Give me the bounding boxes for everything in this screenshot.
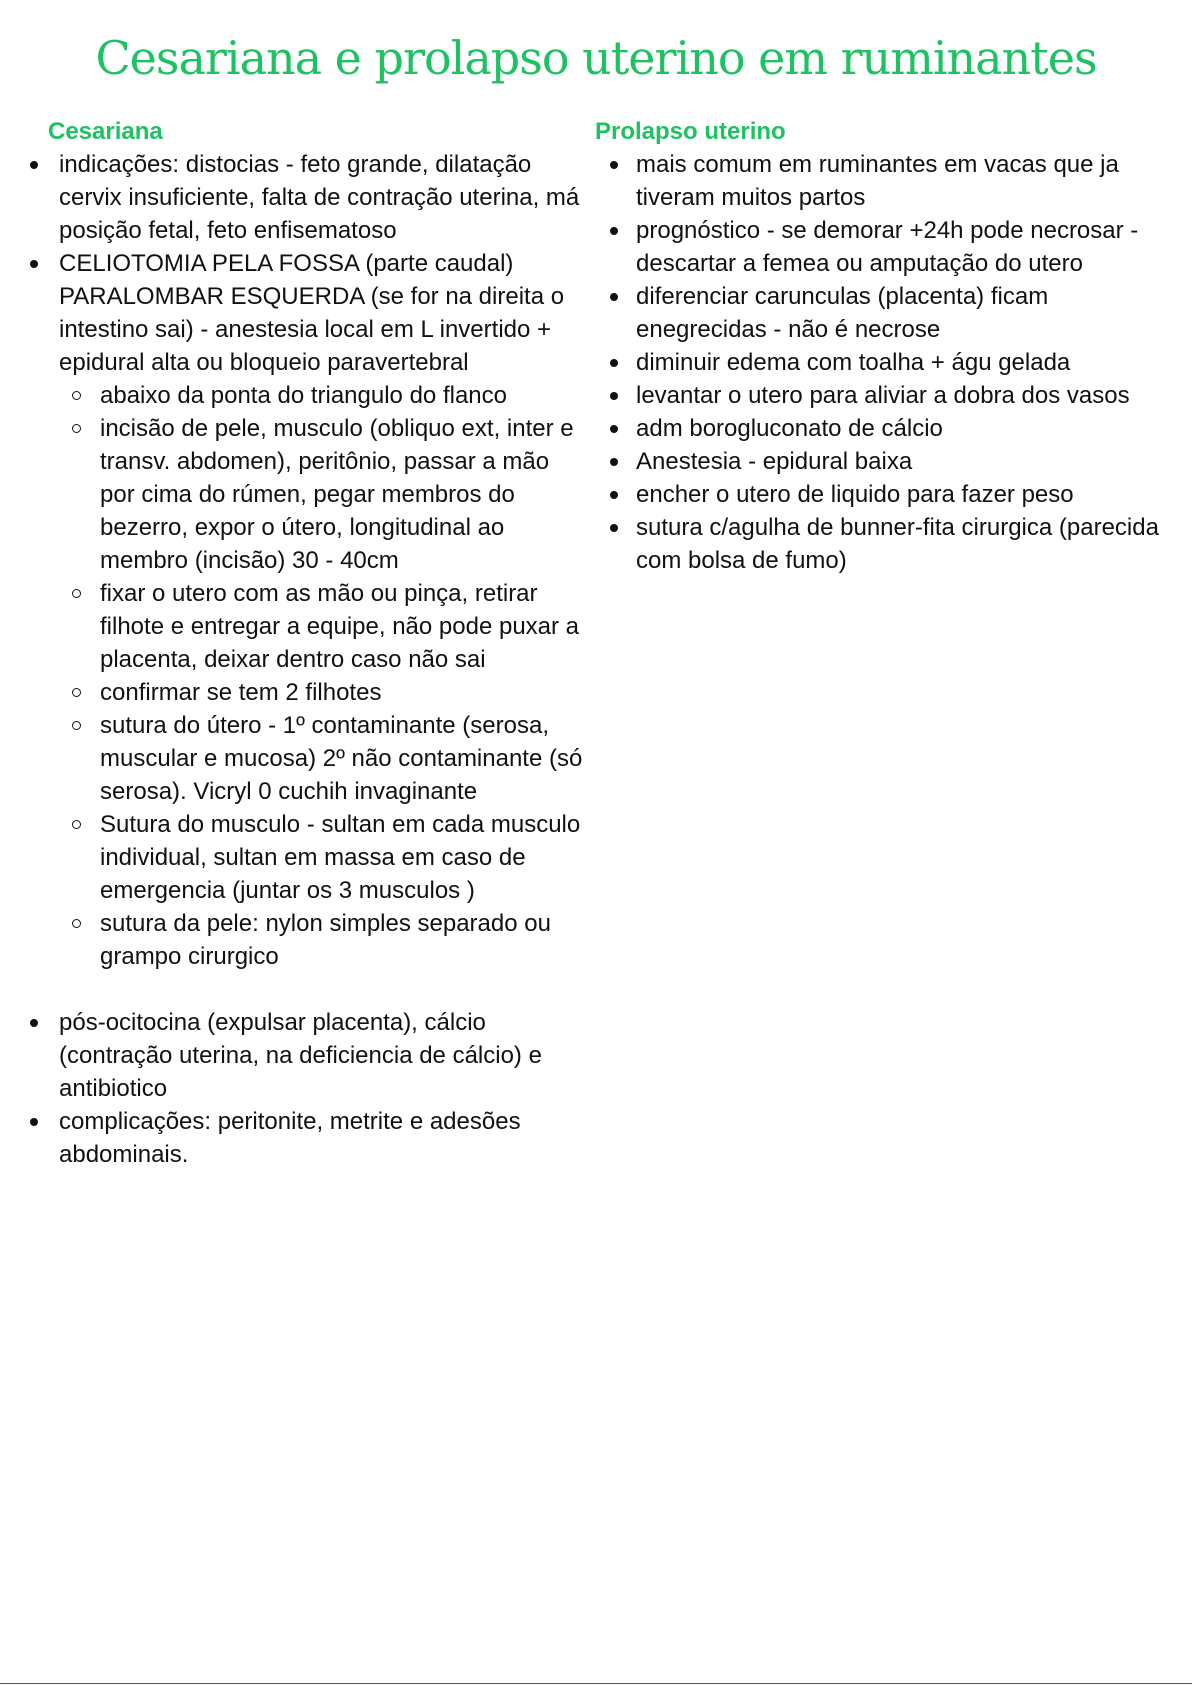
cesariana-complicacoes: complicações: peritonite, metrite e adesões abdominais. bbox=[30, 1105, 585, 1171]
cesariana-indicacoes: indicações: distocias - feto grande, dilatação cervix insuficiente, falta de contração uterina, má posição fetal, feto enfisematoso bbox=[30, 148, 585, 247]
sub-item-fixar-utero: fixar o utero com as mão ou pinça, retirar filhote e entregar a equipe, não pode puxar a placenta, deixar dentro caso não sai bbox=[59, 577, 585, 676]
sub-item-flanco: abaixo da ponta do triangulo do flanco bbox=[59, 379, 585, 412]
prolapso-item: prognóstico - se demorar +24h pode necrosar - descartar a femea ou amputação do utero bbox=[595, 214, 1175, 280]
prolapso-item: levantar o utero para aliviar a dobra dos vasos bbox=[595, 379, 1175, 412]
prolapso-item: diferenciar carunculas (placenta) ficam enegrecidas - não é necrose bbox=[595, 280, 1175, 346]
cesariana-list bbox=[30, 148, 585, 1171]
cesariana-celiotomia-text: CELIOTOMIA PELA FOSSA (parte caudal) PARALOMBAR ESQUERDA (se for na direita o intestino sai) - anestesia local em L invertido + epidural alta ou bloqueio paravertebral bbox=[59, 250, 565, 376]
prolapso-section bbox=[595, 116, 1175, 577]
prolapso-heading: Prolapso uterino bbox=[595, 118, 786, 145]
list-spacer bbox=[59, 973, 585, 1006]
prolapso-item: sutura c/agulha de bunner-fita cirurgica (parecida com bolsa de fumo) bbox=[595, 511, 1175, 577]
cesariana-celiotomia bbox=[30, 247, 585, 1006]
sub-item-sutura-musculo: Sutura do musculo - sultan em cada musculo individual, sultan em massa em caso de emergencia (juntar os 3 musculos ) bbox=[59, 808, 585, 907]
prolapso-list bbox=[595, 148, 1175, 577]
cesariana-section bbox=[30, 116, 585, 1171]
sub-item-sutura-utero: sutura do útero - 1º contaminante (serosa, muscular e mucosa) 2º não contaminante (só serosa). Vicryl 0 cuchih invaginante bbox=[59, 709, 585, 808]
prolapso-item: diminuir edema com toalha + águ gelada bbox=[595, 346, 1175, 379]
prolapso-item: Anestesia - epidural baixa bbox=[595, 445, 1175, 478]
prolapso-item: adm borogluconato de cálcio bbox=[595, 412, 1175, 445]
sub-item-sutura-pele: sutura da pele: nylon simples separado ou grampo cirurgico bbox=[59, 907, 585, 973]
sub-item-incisao: incisão de pele, musculo (obliquo ext, inter e transv. abdomen), peritônio, passar a mão por cima do rúmen, pegar membros do bezerro, expor o útero, longitudinal ao membro (incisão) 30 - 40cm bbox=[59, 412, 585, 577]
page-bottom-rule bbox=[0, 1683, 1192, 1684]
sub-item-confirmar: confirmar se tem 2 filhotes bbox=[59, 676, 585, 709]
page-title: Cesariana e prolapso uterino em ruminantes bbox=[95, 31, 1097, 85]
prolapso-item: encher o utero de liquido para fazer peso bbox=[595, 478, 1175, 511]
cesariana-pos-ocitocina: pós-ocitocina (expulsar placenta), cálcio (contração uterina, na deficiencia de cálcio) e antibiotico bbox=[30, 1006, 585, 1105]
prolapso-item: mais comum em ruminantes em vacas que ja tiveram muitos partos bbox=[595, 148, 1175, 214]
cesariana-sublist bbox=[59, 379, 585, 973]
cesariana-heading: Cesariana bbox=[48, 118, 163, 145]
